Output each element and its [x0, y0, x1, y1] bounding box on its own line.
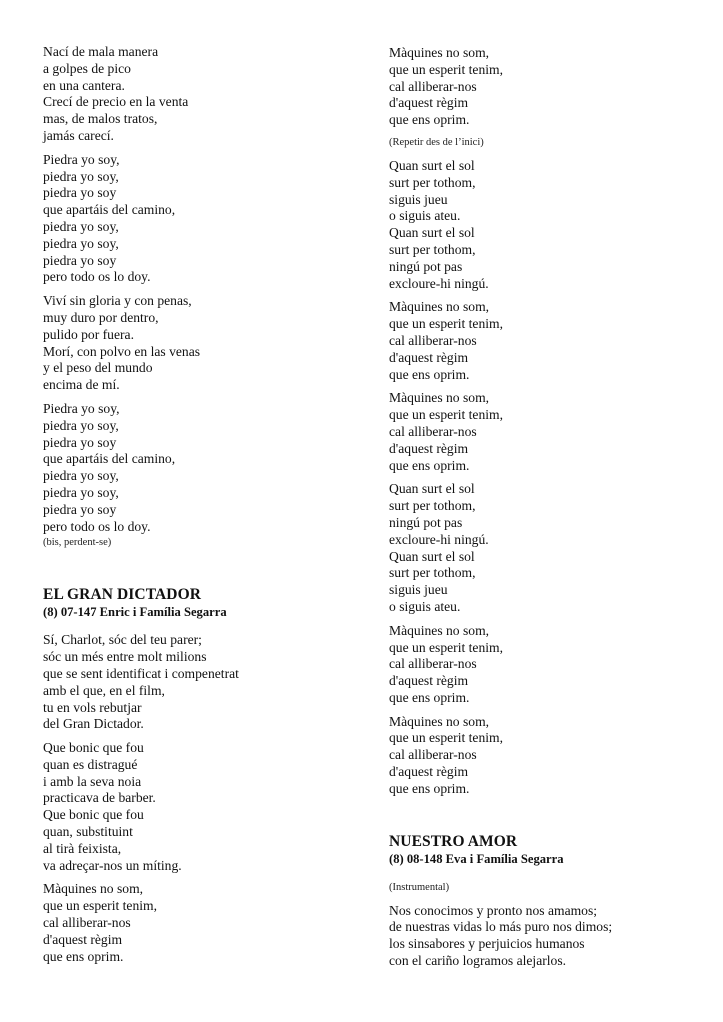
lyric-line: o siguis ateu.: [389, 598, 461, 614]
lyric-line: piedra yo soy: [43, 252, 117, 268]
lyric-line: Sí, Charlot, sóc del teu parer;: [43, 632, 202, 648]
note-bis: (bis, perdent-se): [43, 537, 112, 549]
lyric-line: piedra yo soy,: [43, 417, 119, 433]
lyric-line: y el peso del mundo: [43, 360, 153, 376]
stanza: [389, 158, 689, 292]
lyric-line: piedra yo soy: [43, 501, 117, 517]
lyric-line: piedra yo soy,: [43, 168, 119, 184]
lyric-line: i amb la seva noia: [43, 773, 142, 789]
lyric-line: d'aquest règim: [43, 931, 123, 947]
lyric-line: Que bonic que fou: [43, 807, 144, 823]
stanza: [389, 481, 689, 615]
song-title: EL GRAN DICTADOR: [43, 586, 202, 604]
lyric-line: Màquines no som,: [389, 299, 490, 315]
lyric-line: del Gran Dictador.: [43, 716, 144, 732]
lyric-line: al tirà feixista,: [43, 840, 122, 856]
lyric-line: Morí, con polvo en las venas: [43, 343, 201, 359]
lyric-line: d'aquest règim: [389, 764, 469, 780]
lyric-line: jamás carecí.: [43, 127, 114, 143]
lyric-line: que ens oprim.: [389, 689, 470, 705]
lyric-line: cal alliberar-nos: [389, 423, 477, 439]
lyric-line: muy duro por dentro,: [43, 309, 159, 325]
lyric-line: Viví sin gloria y con penas,: [43, 293, 192, 309]
lyric-line: piedra yo soy: [43, 185, 117, 201]
lyric-line: ningú pot pas: [389, 514, 463, 530]
lyric-line: practicava de barber.: [43, 790, 156, 806]
lyric-line: Nos conocimos y pronto nos amamos;: [389, 902, 598, 918]
song-subtitle: (8) 08-148 Eva i Família Segarra: [389, 851, 564, 866]
lyric-line: va adreçar-nos un míting.: [43, 857, 182, 873]
lyric-line: que un esperit tenim,: [389, 61, 504, 77]
song-title: NUESTRO AMOR: [389, 832, 518, 850]
lyric-line: que un esperit tenim,: [389, 730, 504, 746]
lyric-line: siguis jueu: [389, 191, 448, 207]
lyric-line: que apartáis del camino,: [43, 451, 176, 467]
lyric-line: que apartáis del camino,: [43, 202, 176, 218]
lyric-line: que ens oprim.: [43, 948, 124, 964]
lyric-line: que un esperit tenim,: [389, 639, 504, 655]
lyric-line: surt per tothom,: [389, 174, 476, 190]
lyric-line: que ens oprim.: [389, 780, 470, 796]
lyric-line: quan, substituint: [43, 824, 133, 840]
right-top-stanza: [389, 45, 689, 129]
lyric-line: encima de mí.: [43, 377, 120, 393]
lyric-line: pero todo os lo doy.: [43, 269, 151, 285]
lyric-line: que ens oprim.: [389, 457, 470, 473]
lyric-line: Quan surt el sol: [389, 481, 475, 497]
lyric-line: Nací de mala manera: [43, 44, 159, 59]
lyric-line: Crecí de precio en la venta: [43, 94, 189, 110]
note-instrumental: (Instrumental): [389, 881, 450, 893]
lyric-line: pero todo os lo doy.: [43, 518, 151, 534]
lyric-line: amb el que, en el film,: [43, 682, 165, 698]
song1-lyrics: [43, 44, 343, 535]
lyric-line: cal alliberar-nos: [389, 332, 477, 348]
lyric-line: que se sent identificat i compenetrat: [43, 665, 239, 681]
lyric-line: con el cariño logramos alejarlos.: [389, 953, 567, 969]
lyric-line: que un esperit tenim,: [43, 898, 158, 914]
song-subtitle: (8) 07-147 Enric i Família Segarra: [43, 605, 227, 620]
stanza: [43, 632, 343, 733]
lyric-line: que ens oprim.: [389, 112, 470, 128]
lyric-line: tu en vols rebutjar: [43, 699, 142, 715]
lyric-line: cal alliberar-nos: [389, 656, 477, 672]
song2-lyrics: [43, 632, 343, 965]
lyric-line: Màquines no som,: [43, 881, 144, 897]
lyric-line: d'aquest règim: [389, 95, 469, 111]
song3-lyrics: [389, 903, 689, 970]
right-lyrics: [389, 158, 689, 798]
lyric-line: Màquines no som,: [389, 45, 490, 60]
stanza: [43, 740, 343, 874]
lyric-line: Quan surt el sol: [389, 157, 475, 173]
lyric-line: Piedra yo soy,: [43, 151, 120, 167]
stanza: [43, 401, 343, 535]
stanza: [389, 623, 689, 707]
stanza: [43, 881, 343, 965]
lyric-line: Quan surt el sol: [389, 548, 475, 564]
lyric-line: surt per tothom,: [389, 565, 476, 581]
lyric-line: Màquines no som,: [389, 622, 490, 638]
lyric-line: d'aquest règim: [389, 440, 469, 456]
right-column: [389, 45, 689, 977]
lyric-line: Piedra yo soy,: [43, 400, 120, 416]
lyric-line: d'aquest règim: [389, 349, 469, 365]
lyric-line: a golpes de pico: [43, 60, 131, 76]
lyric-line: de nuestras vidas lo más puro nos dimos;: [389, 919, 613, 935]
lyric-line: pulido por fuera.: [43, 326, 134, 342]
lyric-line: piedra yo soy,: [43, 468, 119, 484]
lyric-line: Màquines no som,: [389, 390, 490, 406]
lyric-line: d'aquest règim: [389, 673, 469, 689]
lyric-line: siguis jueu: [389, 582, 448, 598]
lyric-line: sóc un més entre molt milions: [43, 649, 207, 665]
lyric-line: en una cantera.: [43, 77, 125, 93]
lyric-line: que ens oprim.: [389, 366, 470, 382]
lyric-line: surt per tothom,: [389, 498, 476, 514]
lyric-line: cal alliberar-nos: [389, 747, 477, 763]
stanza: [389, 390, 689, 474]
lyric-line: cal alliberar-nos: [43, 915, 131, 931]
left-column: [43, 44, 343, 972]
lyric-line: que un esperit tenim,: [389, 316, 504, 332]
lyric-line: o siguis ateu.: [389, 208, 461, 224]
stanza: [389, 903, 689, 970]
lyric-line: ningú pot pas: [389, 258, 463, 274]
song-nuestro-amor: [389, 833, 689, 970]
lyric-line: Màquines no som,: [389, 713, 490, 729]
lyric-line: quan es distragué: [43, 756, 138, 772]
lyric-line: piedra yo soy,: [43, 484, 119, 500]
lyric-line: excloure-hi ningú.: [389, 531, 489, 547]
lyric-line: piedra yo soy,: [43, 218, 119, 234]
lyric-line: que un esperit tenim,: [389, 407, 504, 423]
lyric-line: cal alliberar-nos: [389, 78, 477, 94]
note-repeat: (Repetir des de l’inici): [389, 136, 484, 148]
stanza: [43, 293, 343, 394]
song-el-gran-dictador: [43, 586, 343, 965]
lyric-line: piedra yo soy,: [43, 235, 119, 251]
stanza: [43, 44, 343, 145]
lyric-line: mas, de malos tratos,: [43, 111, 158, 127]
lyric-line: Que bonic que fou: [43, 740, 144, 756]
stanza: [43, 152, 343, 286]
lyric-line: los sinsabores y perjuicios humanos: [389, 936, 585, 952]
stanza: [389, 299, 689, 383]
lyric-line: surt per tothom,: [389, 241, 476, 257]
lyric-line: excloure-hi ningú.: [389, 275, 489, 291]
stanza: [389, 714, 689, 798]
lyric-line: piedra yo soy: [43, 434, 117, 450]
stanza: [389, 45, 689, 129]
lyric-line: Quan surt el sol: [389, 225, 475, 241]
